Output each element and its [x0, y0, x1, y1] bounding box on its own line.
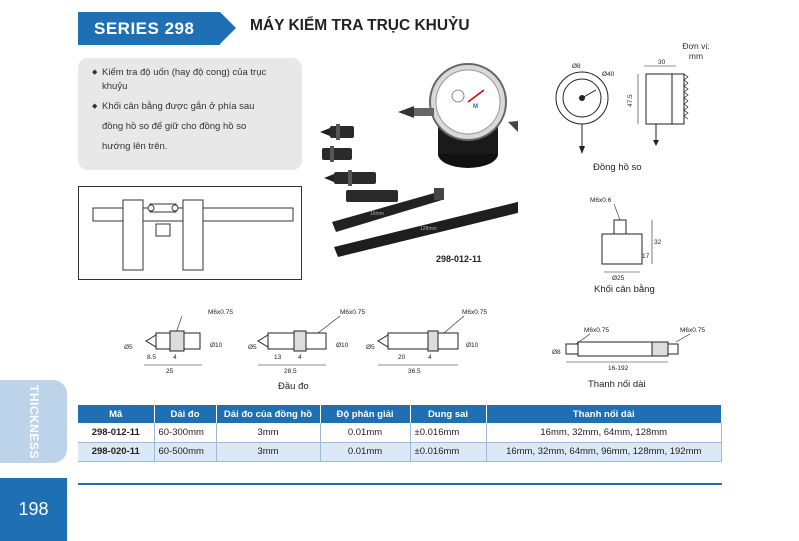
balance-thread: M6x0.6 — [590, 197, 612, 204]
product-photo — [318, 62, 518, 272]
dial-height: 47.5 — [627, 94, 634, 107]
col-gauge-range: Dải đo của đồng hồ — [216, 405, 320, 423]
feature-item-2-line-2: đồng hồ so để giữ cho đồng hồ so — [102, 121, 247, 132]
series-label: SERIES 298 — [78, 12, 220, 45]
table-row — [78, 442, 722, 461]
rod-thread-left: M6x0.75 — [584, 327, 609, 334]
series-arrow — [220, 12, 236, 44]
probe-photo-1 — [320, 124, 354, 140]
table-header — [78, 405, 722, 423]
probe-caption: Đầu đo — [278, 381, 309, 392]
rod-large-label: 128mm — [420, 226, 437, 232]
col-code: Mã — [78, 405, 154, 423]
probe-drawing-3 — [366, 309, 487, 375]
balance-height: 32 — [654, 239, 662, 246]
probe-1-thread: M6x0.75 — [208, 309, 233, 316]
dial-gauge-caption: Đồng hồ so — [593, 162, 642, 173]
rod-small-label: 16mm — [370, 211, 384, 217]
probe-3-thread: M6x0.75 — [462, 309, 487, 316]
dial-body-dia: Ø40 — [602, 71, 615, 78]
probe-1-dia2: Ø10 — [210, 342, 223, 349]
cell-extension-rods: 16mm, 32mm, 64mm, 96mm, 128mm, 192mm — [486, 442, 722, 461]
cell-tolerance: ±0.016mm — [410, 423, 486, 442]
dial-width: 30 — [658, 59, 666, 66]
probe-drawing-2 — [248, 309, 365, 375]
probe-1-dia: Ø5 — [124, 344, 133, 351]
cell-gauge-range: 3mm — [216, 442, 320, 461]
page-title: MÁY KIỂM TRA TRỤC KHUỶU — [250, 17, 470, 34]
probe-photo-3 — [324, 170, 376, 186]
col-tolerance: Dung sai — [410, 405, 486, 423]
rod-photo-1 — [346, 190, 398, 202]
cell-code: 298-020-11 — [78, 442, 154, 461]
rod-len: 16-192 — [608, 365, 629, 372]
feature-item-2: ◆ Khối cân bằng được gắn ở phía sau — [92, 100, 292, 114]
balance-step: 17 — [642, 253, 650, 260]
unit-label: Đơn vị: — [682, 41, 710, 51]
probe-3-d2: 4 — [428, 354, 432, 361]
dial-brand: M — [473, 104, 478, 110]
rod-thread-right: M6x0.75 — [680, 327, 705, 334]
probe-drawings — [118, 305, 493, 380]
cell-range: 60-500mm — [154, 442, 216, 461]
cell-range: 60-300mm — [154, 423, 216, 442]
rod-photo-3 — [334, 197, 518, 257]
col-resolution: Độ phân giải — [320, 405, 410, 423]
cell-resolution: 0.01mm — [320, 423, 410, 442]
rod-dia: Ø8 — [552, 349, 561, 356]
product-code-label: 298-012-11 — [436, 254, 482, 264]
probe-2-d2: 4 — [298, 354, 302, 361]
spec-table — [78, 405, 722, 462]
probe-2-thread: M6x0.75 — [340, 309, 365, 316]
unit-value: mm — [688, 51, 704, 61]
probe-3-d1: 20 — [398, 354, 406, 361]
section-tab-label: THICKNESS — [27, 385, 41, 459]
probe-2-dia: Ø5 — [248, 344, 257, 351]
table-row — [78, 423, 722, 442]
probe-2-len: 28.5 — [284, 368, 297, 375]
probe-2-d1: 13 — [274, 354, 282, 361]
probe-2-dia2: Ø10 — [336, 342, 349, 349]
feature-item-1: ◆ Kiểm tra độ uốn (hay độ cong) của trục khuỷu — [92, 66, 292, 94]
feature-item-2-line-3: hướng lên trên. — [102, 141, 168, 152]
dial-gauge-photo — [398, 64, 518, 168]
crankshaft-diagram — [78, 186, 302, 280]
dial-gauge-drawing — [548, 58, 718, 158]
cell-tolerance: ±0.016mm — [410, 442, 486, 461]
col-extension-rods: Thanh nối dài — [486, 405, 722, 423]
probe-1-d2: 4 — [173, 354, 177, 361]
extension-rod-drawing — [550, 322, 720, 372]
probe-3-len: 36.5 — [408, 368, 421, 375]
extension-rod-caption: Thanh nối dài — [588, 379, 646, 390]
footer-divider — [78, 483, 722, 485]
balance-block-drawing — [580, 192, 670, 282]
balance-dia: Ø25 — [612, 275, 625, 282]
feature-box — [78, 58, 302, 170]
probe-3-dia2: Ø10 — [466, 342, 479, 349]
balance-block-caption: Khối cân bằng — [594, 284, 655, 295]
cell-resolution: 0.01mm — [320, 442, 410, 461]
probe-1-d1: 8.5 — [147, 354, 157, 361]
col-range: Dải đo — [154, 405, 216, 423]
cell-gauge-range: 3mm — [216, 423, 320, 442]
page-number: 198 — [0, 478, 67, 541]
cell-extension-rods: 16mm, 32mm, 64mm, 128mm — [486, 423, 722, 442]
dial-stem-dia: Ø8 — [572, 63, 581, 70]
probe-drawing-1 — [124, 309, 233, 375]
probe-photo-2 — [322, 146, 352, 162]
cell-code: 298-012-11 — [78, 423, 154, 442]
probe-1-len: 25 — [166, 368, 174, 375]
probe-3-dia: Ø5 — [366, 344, 375, 351]
